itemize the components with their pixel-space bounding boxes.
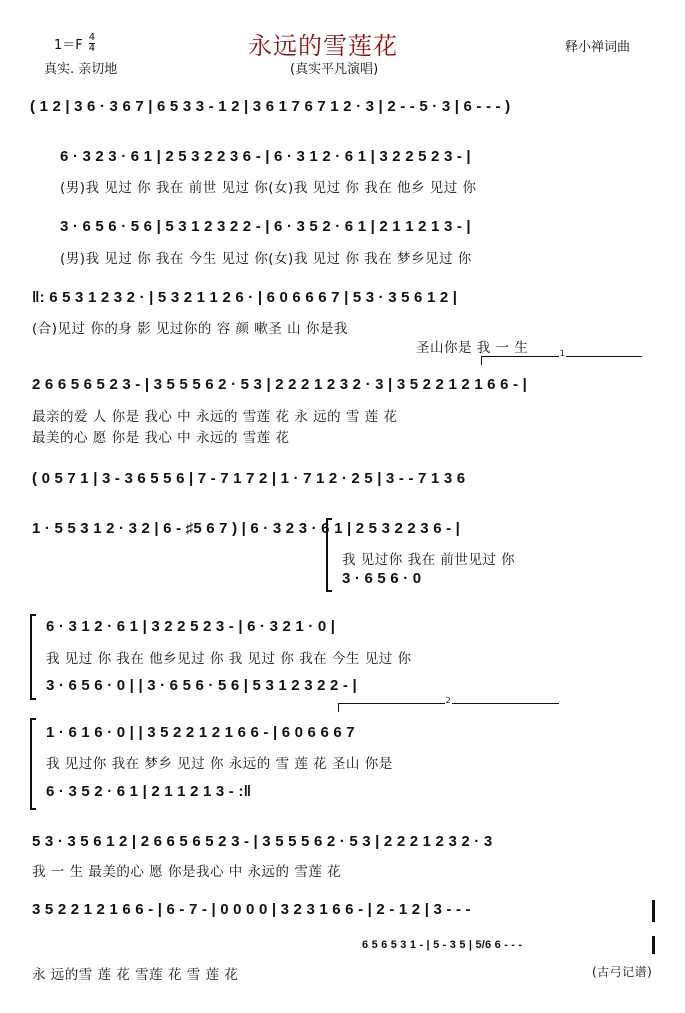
duet3-lower-notes: 6 · 3 5 2 · 6 1 | 2 1 1 2 1 3 - :‖ xyxy=(46,783,252,800)
final-end-bar xyxy=(652,900,655,922)
duet-brace-2 xyxy=(30,614,36,700)
final-end-bar-lower xyxy=(652,936,655,954)
chorus1-lyrics-alt: 圣山你是 我 一 生 xyxy=(416,340,529,356)
interlude1-notes: ( 0 5 7 1 | 3 - 3 6 5 5 6 | 7 - 7 1 7 2 | 1 · 7 1 2 · 2 5 | 3 - - 7 1 3 6 xyxy=(32,470,466,487)
final1-notes: 5 3 · 3 5 6 1 2 | 2 6 6 5 6 5 2 3 - | 3 5 5 5 6 2 · 5 3 | 2 2 2 1 2 3 2 · 3 xyxy=(32,833,493,850)
duet2-lower-notes: 3 · 6 5 6 · 0 | | 3 · 6 5 6 · 5 6 | 5 3 1 2 3 2 2 - | xyxy=(46,677,357,694)
duet2-lyrics: 我 见过 你 我在 他乡见过 你 我 见过 你 我在 今生 见过 你 xyxy=(46,651,412,667)
volta-bracket-2 xyxy=(338,696,559,712)
duet1-lower-notes: 3 · 6 5 6 · 0 xyxy=(342,570,422,587)
chorus1-notes: ‖: 6 5 3 1 2 3 2 · | 5 3 2 1 1 2 6 · | 6 0 6 6 6 7 | 5 3 · 3 5 6 1 2 | xyxy=(32,289,458,306)
final2-lyrics: 永 远的雪 莲 花 雪莲 花 雪 莲 花 xyxy=(32,967,239,983)
intro-notes: ( 1 2 | 3 6 · 3 6 7 | 6 5 3 3 - 1 2 | 3 6 1 7 6 7 1 2 · 3 | 2 - - 5 · 3 | 6 - - - ) xyxy=(30,98,511,115)
verse2-lyrics: (男)我 见过 你 我在 今生 见过 你(女)我 见过 你 我在 梦乡见过 你 xyxy=(60,251,472,267)
key-label: 1＝F xyxy=(54,38,83,53)
final2-lower-notes: 6 5 6 5 3 1 - | 5 - 3 5 | 5/6 6 - - - xyxy=(362,939,523,951)
transcriber-credit: (古弓记谱) xyxy=(592,965,653,979)
performance-mood: 真实. 亲切地 xyxy=(44,62,118,77)
chorus2-lyrics: 最亲的爱 人 你是 我心 中 永远的 雪莲 花 永 远的 雪 莲 花 xyxy=(32,409,398,425)
duet-brace-1 xyxy=(326,518,332,592)
duet3-lyrics: 我 见过你 我在 梦乡 见过 你 永远的 雪 莲 花 圣山 你是 xyxy=(46,756,393,772)
singer-credit: (真实平凡演唱) xyxy=(290,62,379,77)
chorus1-lyrics: (合)见过 你的身 影 见过你的 容 颜 嗽圣 山 你是我 xyxy=(32,321,348,337)
duet2-notes: 6 · 3 1 2 · 6 1 | 3 2 2 5 2 3 - | 6 · 3 2 1 · 0 | xyxy=(46,618,336,635)
verse1-lyrics: (男)我 见过 你 我在 前世 见过 你(女)我 见过 你 我在 他乡 见过 你 xyxy=(60,180,477,196)
song-title: 永远的雪莲花 xyxy=(248,32,398,60)
verse1-notes: 6 · 3 2 3 · 6 1 | 2 5 3 2 2 3 6 - | 6 · 3 1 2 · 6 1 | 3 2 2 5 2 3 - | xyxy=(60,148,471,165)
time-signature xyxy=(89,33,95,54)
final2-notes: 3 5 2 2 1 2 1 6 6 - | 6 - 7 - | 0 0 0 0 | 3 2 3 1 6 6 - | 2 - 1 2 | 3 - - - xyxy=(32,901,471,918)
final1-lyrics: 我 一 生 最美的心 愿 你是我心 中 永远的 雪莲 花 xyxy=(32,864,342,880)
key-signature xyxy=(54,33,95,54)
author-credit: 释小禅词曲 xyxy=(565,40,631,55)
time-signature-top: 4 xyxy=(88,32,96,43)
time-signature-bottom: 4 xyxy=(88,43,96,54)
volta-bracket-1 xyxy=(481,349,642,365)
volta-label-1: 1 xyxy=(559,349,565,358)
volta-label-2: 2 xyxy=(445,696,451,705)
chorus2-lyrics-alt: 最美的心 愿 你是 我心 中 永远的 雪莲 花 xyxy=(32,430,290,446)
duet-brace-3 xyxy=(30,718,36,810)
verse2-notes: 3 · 6 5 6 · 5 6 | 5 3 1 2 3 2 2 - | 6 · 3 5 2 · 6 1 | 2 1 1 2 1 3 - | xyxy=(60,218,471,235)
chorus2-notes: 2 6 6 5 6 5 2 3 - | 3 5 5 5 6 2 · 5 3 | 2 2 2 1 2 3 2 · 3 | 3 5 2 2 1 2 1 6 6 - | xyxy=(32,376,527,393)
interlude2-notes: 1 · 5 5 3 1 2 · 3 2 | 6 - ♯5 6 7 ) | 6 · 3 2 3 · 6 1 | 2 5 3 2 2 3 6 - | xyxy=(32,520,461,537)
duet1-lyrics: 我 见过你 我在 前世见过 你 xyxy=(342,552,516,568)
duet3-notes: 1 · 6 1 6 · 0 | | 3 5 2 2 1 2 1 6 6 - | 6 0 6 6 6 7 xyxy=(46,724,355,741)
